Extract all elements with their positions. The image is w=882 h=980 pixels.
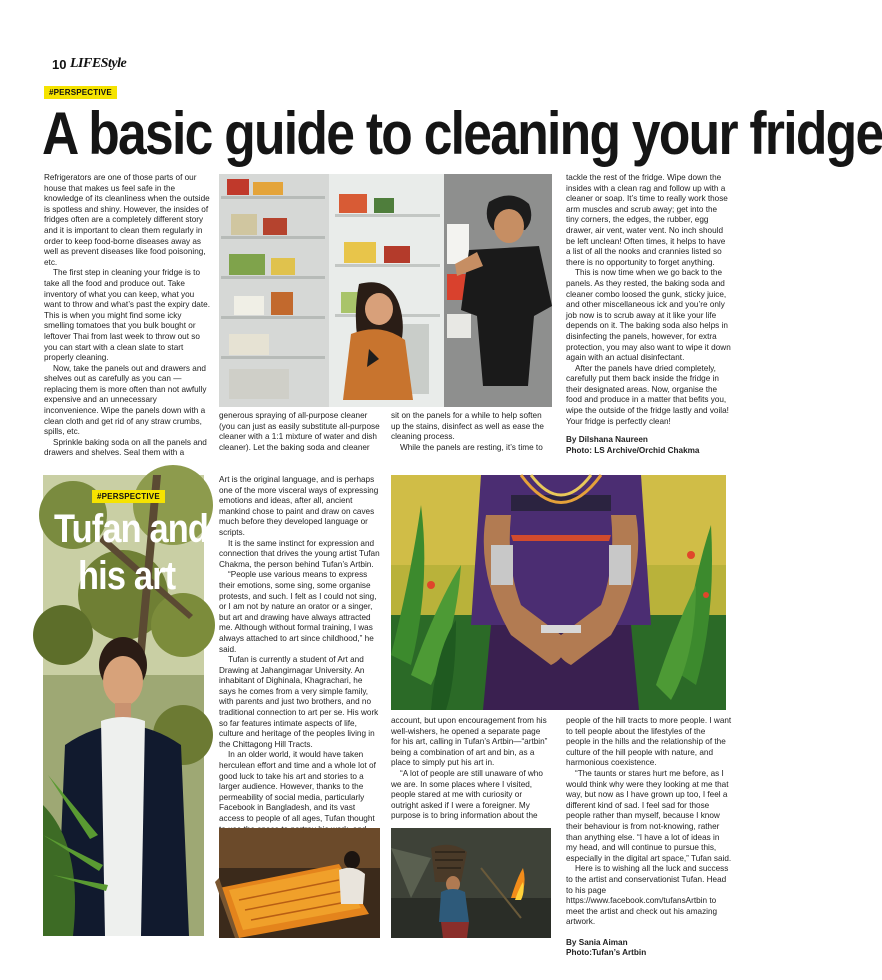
paragraph: After the panels have dried completely, carefully put them back inside the fridge in their designated areas. Now, organise the food and produce in a matter that befits you, wipe the outside of the fridge lastly and voila! Your fridge is perfectly clean! — [566, 363, 729, 426]
artwork-weaving-photo — [219, 828, 380, 938]
byline-2: By Sania Aiman — [566, 937, 628, 947]
paragraph: people of the hill tracts to more people. I want to tell people about the lifestyles of the people in the hills and the relationship of the culture of the hill people with nature, and harmonious coexistence. — [566, 716, 732, 768]
paragraph: tackle the rest of the fridge. Wipe down the insides with a clean rag and follow up with a cleaner or soap. It’s time to really work those arm muscles and scrub away; get into the tiny corners, the edges, the rubber, egg drawer, air vent, water vent. No inch should be left unclean! Often times, it helps to have a list of all the nooks and crannies listed so there is no opportunity to forget anything. — [566, 173, 728, 267]
article1-column-3 — [391, 411, 552, 453]
paragraph: generous spraying of all-purpose cleaner (you can just as easily substitute all-purpose cleaner with a 1:1 mixture of water and dish cleaner). Let the baking soda and cleaner — [219, 411, 380, 452]
byline: By Dilshana Naureen — [566, 435, 648, 445]
paragraph: The first step in cleaning your fridge is to take all the food and produce out. Take inventory of what you can keep, what you want to throw and what’s past the expiry date. This is when you might find some icky smelling tomatoes that you bulk bought or leftover Thai from last week to throw out so you can start with a clean slate to start properly cleaning. — [44, 268, 210, 363]
paragraph: Now, take the panels out and drawers and shelves out as carefully as you can — replacing them is more often than not awfully expensive and an unnecessary inconvenience. Wipe the panels down with a clean cloth and get rid of any straw crumbs, spills, etc. — [44, 363, 207, 437]
paragraph: While the panels are resting, it’s time to — [400, 442, 543, 452]
paragraph: Tufan is currently a student of Art and Drawing at Jahangirnagar University. An inhabitant of Dighinala, Khagrachari, he says he comes from a very simple family, with parents and just two brothers, and no traditional connection to art per se. His work so far features intimate aspects of life, culture and heritage of the peoples living in the Chittagong Hill Tracts. — [219, 655, 379, 749]
photo-credit-2: Photo:Tufan’s Artbin — [566, 948, 647, 958]
fridge-photo — [219, 174, 552, 407]
paragraph: Here is to wishing all the luck and success to the artist and conservationist Tufan. Head to his page https://www.facebook.com/tufansArtbin to meet the artist and check out his amazing artwork. — [566, 864, 729, 927]
article2-headline-line1: Tufan and — [54, 507, 209, 551]
article1-column-1 — [44, 173, 212, 459]
paragraph: “People use various means to express their emotions, some sing, some organise protests, and such. I felt as I could not sing, or I am not by nature an orator or a singer, but art and drawing have always attracted me. Although without formal training, I was always attached to art since childhood,” he said. — [219, 570, 377, 654]
article-headline: A basic guide to cleaning your fridge — [42, 100, 882, 167]
paragraph: It is the same instinct for expression and connection that drives the young artist Tufan Chakma, the person behind Tufan’s Artbin. — [219, 538, 380, 569]
paragraph: “The taunts or stares hurt me before, as I would think why were they looking at me that way, but now as I have grown up too, I feel a different kind of sad. I feel sad for those people rather than myself, because I know their behaviour is from not-knowing, rather than anything else. “I have a lot of ideas in my head, and will continue to pursue this, especially in the digital art space,” Tufan said. — [566, 768, 732, 863]
article2-column-3 — [566, 716, 732, 959]
section-logo: LIFEStyle — [70, 56, 127, 71]
perspective-tag-2: #PERSPECTIVE — [92, 490, 165, 503]
article2-headline-line2: his art — [78, 554, 176, 598]
perspective-tag: #PERSPECTIVE — [44, 86, 117, 99]
artwork-basket-photo — [391, 828, 551, 938]
article2-column-1 — [219, 475, 381, 867]
article2-column-2 — [391, 716, 551, 822]
paragraph: account, but upon encouragement from his well-wishers, he opened a separate page for his art, calling in Tufan’s Artbin—“artbin” being a combination of art and bin, as a place to simply put his art in. — [391, 716, 548, 768]
page-number: 10 — [52, 57, 67, 72]
paragraph: Art is the original language, and is perhaps one of the more visceral ways of expressing emotions and ideas, after all, ancient mankind chose to paint and draw on caves much before they developed language or scripts. — [219, 475, 379, 537]
article1-column-4 — [566, 173, 732, 456]
paragraph: This is now time when we go back to the panels. As they rested, the baking soda and cleaner combo loosed the gunk, sticky juice, and other miscellaneous ick and you’re only job now is to scrub away at it like your life depends on it. The baking soda also helps in disinfecting the panels, however, for extra protection, you may also want to wipe it down again with an actual disinfectant. — [566, 268, 731, 363]
artwork-hands-photo — [391, 475, 726, 710]
paragraph: “A lot of people are still unaware of who we are. In some places where I visited, people stared at me with curiosity or outright asked if I were a foreigner. My purpose is to bring information about the — [391, 768, 543, 821]
paragraph: sit on the panels for a while to help soften up the stains, disinfect as well as ease the cleaning process. — [391, 411, 544, 442]
paragraph: In an older world, it would have taken herculean effort and time and a whole lot of good luck to take his art and stories to a larger audience. However, thanks to the permeability of social media, particularly Facebook in Bangladesh, and its vast access to people of all ages, Tufan thought — [219, 750, 376, 823]
paragraph: Refrigerators are one of those parts of our house that makes us feel safe in the knowledge of its cleanliness when the outside is spotless and shiny. However, the insides of fridges often are a completely different story and it is important to clean them regularly in order to keep food-borne diseases away as well as prevent diseases like food poisoning, etc. — [44, 173, 210, 267]
photo-credit: Photo: LS Archive/Orchid Chakma — [566, 445, 700, 455]
article1-column-2 — [219, 411, 381, 453]
paragraph: Sprinkle baking soda on all the panels and drawers and shelves. Seal them with a — [44, 437, 207, 458]
